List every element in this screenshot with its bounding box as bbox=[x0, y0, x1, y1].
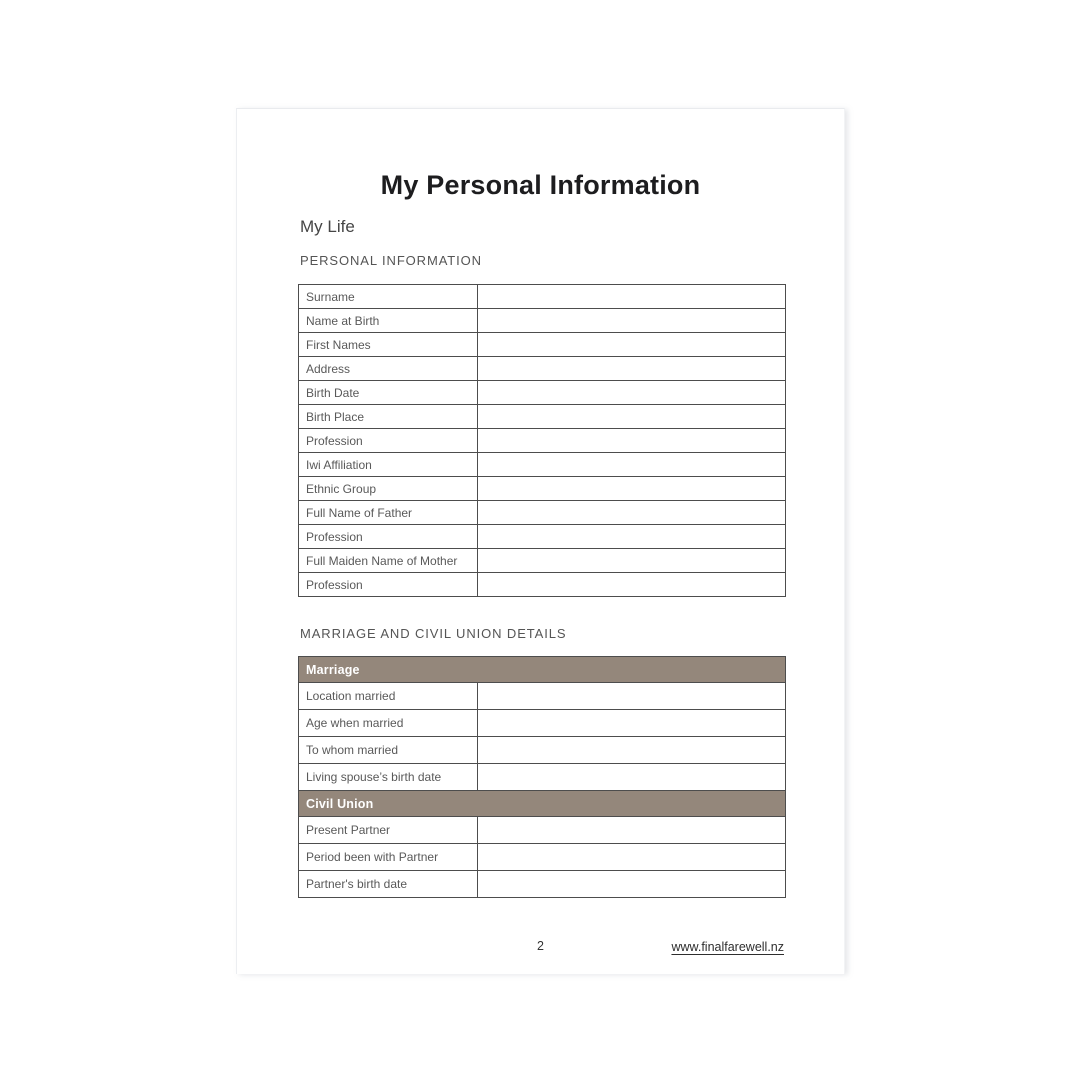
row-label: Birth Place bbox=[299, 405, 478, 429]
table-row bbox=[299, 477, 786, 501]
row-label: Surname bbox=[299, 285, 478, 309]
website-link[interactable]: www.finalfarewell.nz bbox=[671, 940, 784, 954]
row-label: Profession bbox=[299, 429, 478, 453]
row-value-cell bbox=[478, 381, 786, 405]
row-value-cell bbox=[478, 737, 786, 764]
table-row bbox=[299, 683, 786, 710]
row-value-cell bbox=[478, 501, 786, 525]
group-header-label: Civil Union bbox=[299, 791, 786, 817]
page-footer bbox=[237, 939, 844, 959]
row-label: Full Name of Father bbox=[299, 501, 478, 525]
marriage-civil-union-table bbox=[298, 656, 786, 898]
row-value-cell bbox=[478, 549, 786, 573]
table-row bbox=[299, 501, 786, 525]
personal-information-table-body bbox=[299, 285, 786, 597]
row-label: Full Maiden Name of Mother bbox=[299, 549, 478, 573]
row-label: Period been with Partner bbox=[299, 844, 478, 871]
row-label: Birth Date bbox=[299, 381, 478, 405]
personal-information-table bbox=[298, 284, 786, 597]
table-row bbox=[299, 844, 786, 871]
table-row bbox=[299, 573, 786, 597]
page-title: My Personal Information bbox=[380, 170, 701, 200]
table-row bbox=[299, 285, 786, 309]
table-row bbox=[299, 817, 786, 844]
table-row bbox=[299, 309, 786, 333]
table-row bbox=[299, 381, 786, 405]
row-value-cell bbox=[478, 309, 786, 333]
table-row bbox=[299, 333, 786, 357]
row-value-cell bbox=[478, 710, 786, 737]
row-value-cell bbox=[478, 477, 786, 501]
row-value-cell bbox=[478, 333, 786, 357]
row-value-cell bbox=[478, 285, 786, 309]
row-value-cell bbox=[478, 453, 786, 477]
row-label: First Names bbox=[299, 333, 478, 357]
row-label: Living spouse’s birth date bbox=[299, 764, 478, 791]
row-value-cell bbox=[478, 817, 786, 844]
row-label: Age when married bbox=[299, 710, 478, 737]
row-value-cell bbox=[478, 405, 786, 429]
page-number: 2 bbox=[537, 939, 544, 953]
table-row bbox=[299, 871, 786, 898]
group-header-label: Marriage bbox=[299, 657, 786, 683]
row-label: Profession bbox=[299, 525, 478, 549]
group-header-row bbox=[299, 791, 786, 817]
row-label: Ethnic Group bbox=[299, 477, 478, 501]
row-value-cell bbox=[478, 573, 786, 597]
row-label: Partner's birth date bbox=[299, 871, 478, 898]
group-header-row bbox=[299, 657, 786, 683]
table-row bbox=[299, 737, 786, 764]
table-row bbox=[299, 764, 786, 791]
table-row bbox=[299, 549, 786, 573]
marriage-civil-union-table-body bbox=[299, 657, 786, 898]
row-value-cell bbox=[478, 683, 786, 710]
row-value-cell bbox=[478, 844, 786, 871]
table-row bbox=[299, 357, 786, 381]
row-value-cell bbox=[478, 429, 786, 453]
table-row bbox=[299, 405, 786, 429]
document-page bbox=[236, 108, 845, 974]
row-label: Address bbox=[299, 357, 478, 381]
row-label: To whom married bbox=[299, 737, 478, 764]
row-value-cell bbox=[478, 357, 786, 381]
row-label: Location married bbox=[299, 683, 478, 710]
table-row bbox=[299, 429, 786, 453]
section-title-my-life: My Life bbox=[300, 217, 355, 236]
heading-marriage-civil-union: MARRIAGE AND CIVIL UNION DETAILS bbox=[300, 626, 567, 641]
row-value-cell bbox=[478, 871, 786, 898]
table-row bbox=[299, 525, 786, 549]
row-label: Profession bbox=[299, 573, 478, 597]
row-value-cell bbox=[478, 525, 786, 549]
table-row bbox=[299, 453, 786, 477]
table-row bbox=[299, 710, 786, 737]
row-label: Name at Birth bbox=[299, 309, 478, 333]
row-label: Iwi Affiliation bbox=[299, 453, 478, 477]
row-value-cell bbox=[478, 764, 786, 791]
heading-personal-information: PERSONAL INFORMATION bbox=[300, 253, 482, 268]
row-label: Present Partner bbox=[299, 817, 478, 844]
